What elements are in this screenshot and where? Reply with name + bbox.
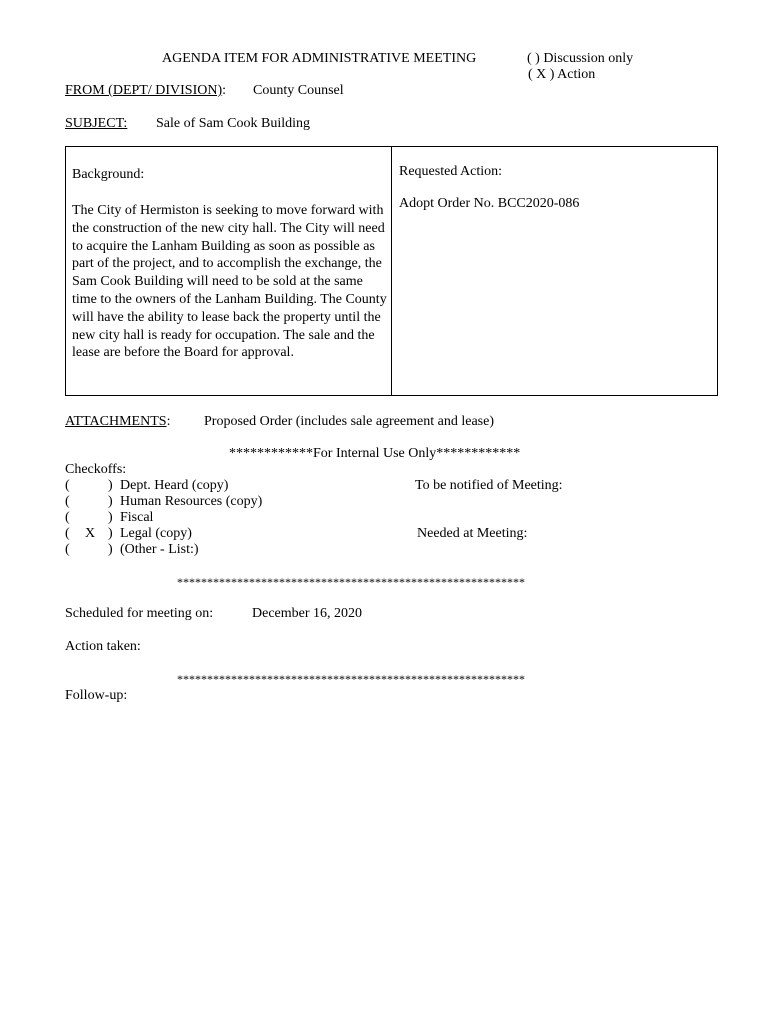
checkoff-close: ): [108, 478, 113, 493]
table-column-divider: [391, 146, 392, 396]
checkoff-label: Fiscal: [120, 510, 154, 525]
checkoff-open: (: [65, 494, 70, 509]
discussion-only-option: ( ) Discussion only: [527, 51, 634, 66]
requested-action-body: Adopt Order No. BCC2020-086: [399, 196, 580, 211]
checkoff-open: (: [65, 510, 70, 525]
from-colon: :: [222, 83, 227, 98]
checkoff-item: [0, 494, 400, 510]
checkoff-item: [0, 542, 400, 558]
scheduled-label: Scheduled for meeting on:: [65, 606, 214, 621]
attachments-colon: :: [166, 414, 171, 429]
follow-up-label: Follow-up:: [65, 688, 128, 703]
subject-value: Sale of Sam Cook Building: [156, 116, 310, 131]
needed-at-meeting-label: Needed at Meeting:: [417, 526, 528, 541]
action-taken-label: Action taken:: [65, 639, 141, 654]
internal-use-banner: ************For Internal Use Only************: [229, 446, 521, 461]
requested-action-heading: Requested Action:: [399, 164, 503, 179]
checkoff-item: [0, 526, 400, 542]
checkoff-label: Dept. Heard (copy): [120, 478, 229, 493]
checkoff-close: ): [108, 542, 113, 557]
subject-label: SUBJECT:: [65, 116, 128, 131]
action-option: ( X ) Action: [528, 67, 596, 82]
attachments-value: Proposed Order (includes sale agreement and lease): [204, 414, 494, 429]
checkoff-close: ): [108, 526, 113, 541]
asterisk-divider: **********************************************************: [177, 575, 525, 589]
checkoff-open: (: [65, 542, 70, 557]
document-title: AGENDA ITEM FOR ADMINISTRATIVE MEETING: [162, 51, 477, 66]
checkoff-open: (: [65, 478, 70, 493]
checkoff-label: Human Resources (copy): [120, 494, 263, 509]
notified-of-meeting-label: To be notified of Meeting:: [415, 478, 563, 493]
background-body: The City of Hermiston is seeking to move forward with the construction of the new city hall. The City will need to acquire the Lanham Building as soon as possible as part of the project, and to accomplish the exchange, the Sam Cook Building will need to be sold at the same time to the owners of the Lanham Building. The County will have the ability to lease back the property until the new city hall is ready for occupation. The sale and the lease are before the Board for approval.: [72, 203, 387, 361]
scheduled-date: December 16, 2020: [252, 606, 363, 621]
from-value: County Counsel: [253, 83, 344, 98]
checkoff-item: [0, 510, 400, 526]
checkoffs-heading: Checkoffs:: [65, 462, 127, 477]
checkoff-label: Legal (copy): [120, 526, 192, 541]
background-heading: Background:: [72, 167, 145, 182]
attachments-row: [65, 414, 170, 430]
checkoff-label: (Other - List:): [120, 542, 199, 557]
from-label: FROM (DEPT/ DIVISION): [65, 83, 223, 98]
attachments-label: ATTACHMENTS: [65, 414, 167, 429]
checkoff-mark: X: [85, 526, 96, 541]
asterisk-divider: **********************************************************: [177, 672, 525, 686]
checkoff-close: ): [108, 510, 113, 525]
checkoff-item: [0, 478, 400, 494]
from-row: [65, 83, 226, 99]
checkoff-open: (: [65, 526, 70, 541]
checkoff-close: ): [108, 494, 113, 509]
